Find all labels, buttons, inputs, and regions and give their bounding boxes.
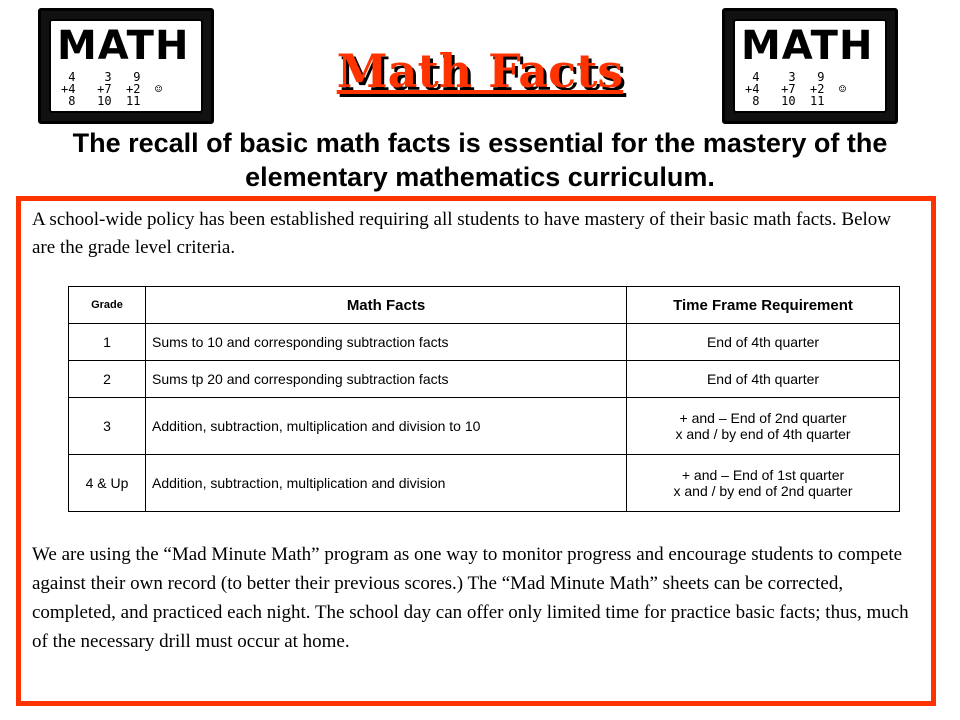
time-frame-line: End of 4th quarter (706, 334, 820, 350)
page-subtitle: The recall of basic math facts is essential for the mastery of the elementary mathematics curriculum. (72, 128, 888, 192)
table-header-row (69, 287, 900, 324)
time-frame-line: End of 4th quarter (706, 371, 820, 387)
time-frame-cell (627, 398, 900, 455)
outro-paragraph: We are using the “Mad Minute Math” program as one way to monitor progress and encourage students to compete against their own record (to better their previous scores.) The “Mad Minute Math” sheets can be corrected, completed, and practiced each night. The school day can offer only limited time for practice basic facts; thus, much of the necessary drill must occur at home. (32, 544, 909, 652)
time-frame-cell (627, 361, 900, 398)
time-frame-line: x and / by end of 4th quarter (675, 426, 851, 442)
column-header-grade: Grade (69, 287, 146, 324)
math-facts-cell: Sums tp 20 and corresponding subtraction facts (146, 361, 627, 398)
page-title: Math Facts (336, 44, 624, 98)
time-frame-line: + and – End of 1st quarter (681, 467, 845, 483)
table-row (69, 361, 900, 398)
grade-cell: 3 (69, 398, 146, 455)
grade-cell: 2 (69, 361, 146, 398)
chalkboard-word: MATH (741, 23, 874, 69)
chalkboard-word: MATH (57, 23, 190, 69)
time-frame-line: x and / by end of 2nd quarter (673, 483, 853, 499)
time-frame-cell (627, 455, 900, 512)
time-frame-line: + and – End of 2nd quarter (679, 410, 847, 426)
time-frame-cell (627, 324, 900, 361)
chalkboard-doodle-icon: 4 3 9 +4 +7 +2 ☺ 8 10 11 (61, 70, 163, 108)
grade-cell: 4 & Up (69, 455, 146, 512)
column-header-time-frame: Time Frame Requirement (627, 287, 900, 324)
grade-cell: 1 (69, 324, 146, 361)
column-header-math-facts: Math Facts (146, 287, 627, 324)
chalkboard-doodle-icon: 4 3 9 +4 +7 +2 ☺ 8 10 11 (745, 70, 847, 108)
math-facts-cell: Addition, subtraction, multiplication and division to 10 (146, 398, 627, 455)
grade-criteria-table (68, 286, 900, 512)
intro-paragraph: A school-wide policy has been established requiring all students to have mastery of their basic math facts. Below are the grade level criteria. (32, 209, 891, 258)
math-facts-cell: Addition, subtraction, multiplication and division (146, 455, 627, 512)
table-row (69, 398, 900, 455)
table-row (69, 324, 900, 361)
math-facts-cell: Sums to 10 and corresponding subtraction facts (146, 324, 627, 361)
table-row (69, 455, 900, 512)
